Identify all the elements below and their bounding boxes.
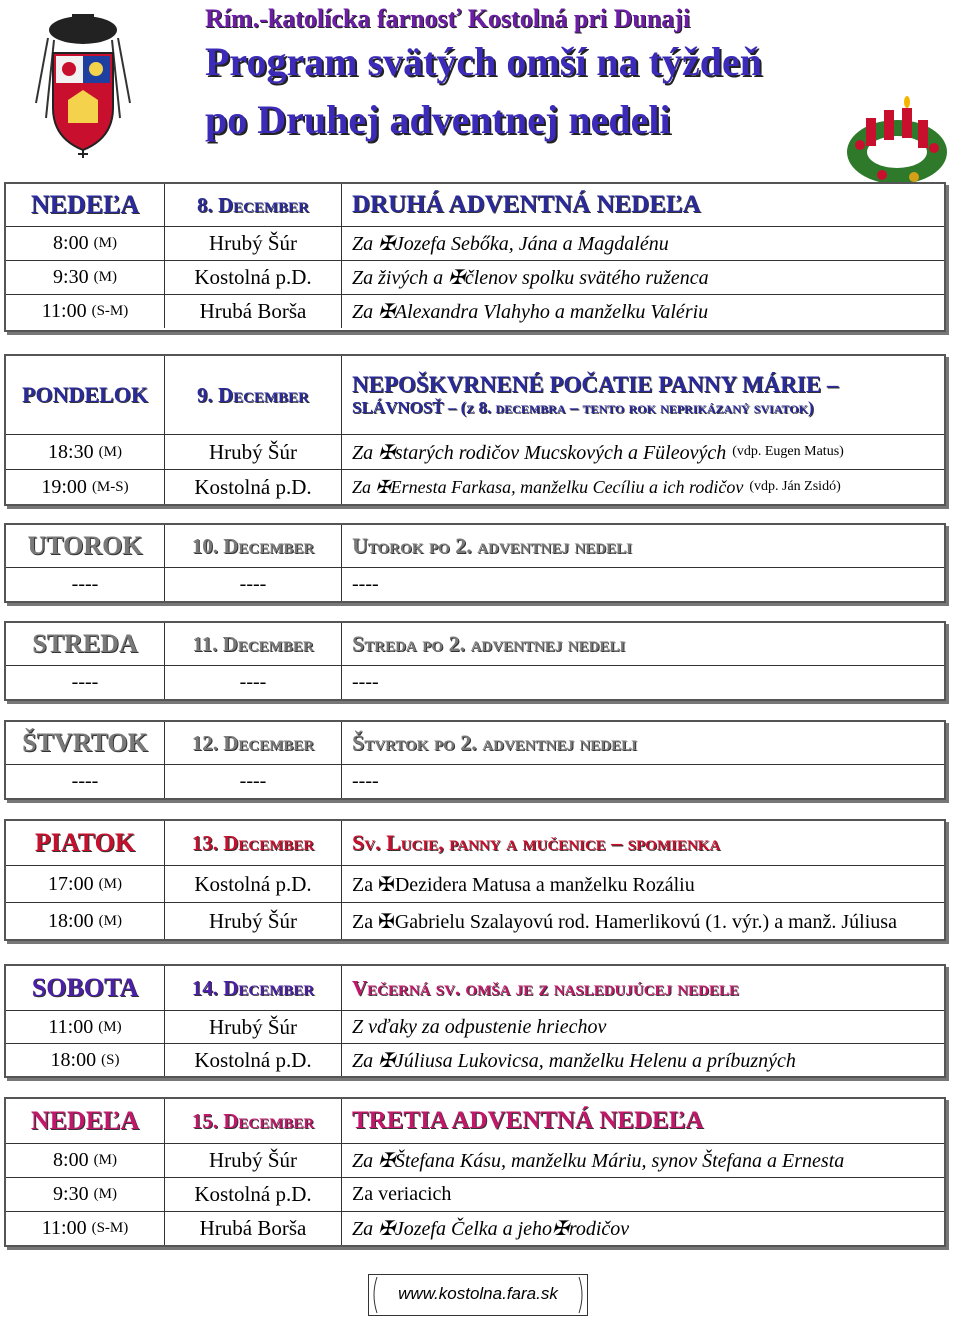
parish-crest-icon bbox=[28, 8, 138, 158]
feast-title: NEPOŠKVRNENÉ POČATIE PANNY MÁRIE – bbox=[352, 372, 839, 397]
day-block-sunday-15 bbox=[4, 1097, 946, 1247]
day-block-thursday bbox=[4, 720, 946, 800]
mass-time: 18:30 bbox=[48, 440, 94, 463]
feast-title: Štvrtok po 2. adventnej nedeli bbox=[352, 730, 637, 755]
website-scroll bbox=[368, 1274, 588, 1316]
feast-title: TRETIA ADVENTNÁ NEDEĽA bbox=[352, 1107, 704, 1134]
day-name: STREDA bbox=[32, 629, 138, 658]
mass-code: (M) bbox=[98, 443, 122, 460]
mass-place: Kostolná p.D. bbox=[194, 1047, 312, 1072]
day-block-friday bbox=[4, 819, 946, 941]
mass-place: Kostolná p.D. bbox=[194, 474, 312, 499]
mass-code: (M) bbox=[93, 235, 117, 251]
mass-place: Kostolná p.D. bbox=[194, 265, 312, 289]
mass-place: Hrubý Šúr bbox=[208, 1148, 298, 1172]
day-date: 14. December bbox=[191, 975, 315, 1000]
mass-intention: ---- bbox=[352, 770, 379, 792]
mass-place: Hrubý Šúr bbox=[208, 908, 298, 933]
mass-intention: Za ✠Jozefa Čelka a jeho✠rodičov bbox=[352, 1218, 630, 1240]
mass-intention: Za ✠Štefana Kásu, manželku Máriu, synov Štefana a Ernesta bbox=[352, 1150, 845, 1172]
mass-time: ---- bbox=[71, 573, 99, 595]
celebrant-note: (vdp. Ján Zsidó) bbox=[749, 479, 841, 494]
mass-code: (S-M) bbox=[91, 1220, 129, 1236]
parish-title: Rím.-katolícka farnosť Kostolná pri Dunaji bbox=[205, 4, 691, 33]
feast-title: DRUHÁ ADVENTNÁ NEDEĽA bbox=[352, 191, 701, 218]
day-date: 9. December bbox=[196, 382, 309, 407]
mass-intention: ---- bbox=[352, 671, 379, 693]
mass-time: 9:30 bbox=[53, 1183, 89, 1205]
day-block-monday bbox=[4, 354, 946, 506]
feast-title: Streda po 2. adventnej nedeli bbox=[352, 631, 626, 656]
mass-code: (M) bbox=[98, 875, 122, 892]
mass-time: 8:00 bbox=[53, 1149, 89, 1171]
mass-place: Hrubá Borša bbox=[199, 299, 307, 323]
mass-intention: ---- bbox=[352, 573, 379, 595]
mass-code: (M) bbox=[93, 269, 117, 285]
mass-intention: Za ✠Jozefa Sebőka, Jána a Magdalénu bbox=[352, 233, 669, 255]
page-subtitle: po Druhej adventnej nedeli bbox=[205, 97, 671, 142]
day-date: 10. December bbox=[191, 533, 315, 558]
day-block-saturday bbox=[4, 964, 946, 1078]
mass-intention: Za ✠Júliusa Lukovicsa, manželku Helenu a príbuzných bbox=[352, 1049, 796, 1072]
day-name: NEDEĽA bbox=[30, 190, 140, 219]
day-name: PONDELOK bbox=[22, 382, 148, 407]
feast-title: Utorok po 2. adventnej nedeli bbox=[352, 533, 632, 558]
mass-code: (M) bbox=[98, 1018, 122, 1035]
mass-time: 19:00 bbox=[41, 475, 87, 498]
mass-code: (M-S) bbox=[91, 478, 129, 495]
mass-time: ---- bbox=[71, 770, 99, 792]
mass-time: ---- bbox=[71, 671, 99, 693]
mass-time: 11:00 bbox=[41, 300, 87, 322]
mass-code: (M) bbox=[93, 1186, 117, 1202]
mass-place: Hrubý Šúr bbox=[208, 1014, 298, 1039]
page-title: Program svätých omší na týždeň bbox=[205, 39, 762, 84]
mass-code: (M) bbox=[93, 1152, 117, 1168]
mass-time: 11:00 bbox=[48, 1015, 94, 1038]
mass-place: Hrubý Šúr bbox=[208, 231, 298, 255]
mass-time: 8:00 bbox=[53, 232, 89, 254]
day-date: 13. December bbox=[191, 830, 315, 855]
day-date: 15. December bbox=[191, 1108, 315, 1133]
advent-wreath-icon bbox=[842, 90, 952, 190]
day-date: 11. December bbox=[192, 631, 314, 656]
mass-time: 17:00 bbox=[48, 872, 94, 895]
day-name: PIATOK bbox=[34, 828, 136, 857]
feast-title: Večerná sv. omša je z nasledujúcej nedele bbox=[352, 975, 739, 1000]
mass-code: (M) bbox=[98, 912, 122, 929]
mass-intention: Za ✠Alexandra Vlahyho a manželku Valériu bbox=[352, 301, 709, 323]
feast-title: Sv. Lucie, panny a mučenice – spomienka bbox=[352, 830, 721, 855]
mass-intention: Za ✠Ernesta Farkasa, manželku Cecíliu a ich rodičov bbox=[352, 476, 744, 497]
mass-intention: Za veriacich bbox=[352, 1183, 452, 1205]
mass-intention: Za ✠Dezidera Matusa a manželku Rozáliu bbox=[352, 873, 695, 896]
mass-intention: Z vďaky za odpustenie hriechov bbox=[352, 1015, 607, 1038]
mass-code: (S) bbox=[101, 1051, 120, 1068]
mass-intention: Za ✠starých rodičov Mucskových a Füleových bbox=[352, 441, 727, 464]
feast-subtitle: SLÁVNOSŤ – (z 8. decembra – tento rok neprikázaný sviatok) bbox=[352, 398, 814, 417]
mass-place: Kostolná p.D. bbox=[194, 871, 312, 896]
mass-place: Kostolná p.D. bbox=[194, 1182, 312, 1206]
mass-intention: Za živých a ✠členov spolku svätého ruženca bbox=[352, 267, 709, 289]
day-block-wednesday bbox=[4, 621, 946, 701]
mass-place: Hrubá Borša bbox=[199, 1216, 307, 1240]
day-name: UTOROK bbox=[27, 531, 143, 560]
day-name: ŠTVRTOK bbox=[22, 728, 148, 757]
day-name: NEDEĽA bbox=[30, 1106, 140, 1135]
mass-place: ---- bbox=[239, 671, 267, 693]
mass-place: ---- bbox=[239, 573, 267, 595]
mass-code: (S-M) bbox=[91, 303, 129, 319]
mass-time: 11:00 bbox=[41, 1217, 87, 1239]
mass-place: ---- bbox=[239, 770, 267, 792]
mass-place: Hrubý Šúr bbox=[208, 439, 298, 464]
day-block-sunday-8 bbox=[4, 182, 946, 332]
day-block-tuesday bbox=[4, 523, 946, 603]
mass-time: 18:00 bbox=[50, 1048, 97, 1071]
day-name: SOBOTA bbox=[31, 973, 139, 1002]
celebrant-note: (vdp. Eugen Matus) bbox=[732, 444, 844, 459]
website-link[interactable]: www.kostolna.fara.sk bbox=[398, 1284, 558, 1303]
page-header bbox=[0, 0, 960, 180]
mass-time: 18:00 bbox=[48, 909, 94, 932]
mass-intention: Za ✠Gabrielu Szalayovú rod. Hamerlikovú (1. výr.) a manž. Júliusa bbox=[352, 910, 897, 933]
day-date: 12. December bbox=[191, 730, 315, 755]
mass-time: 9:30 bbox=[53, 266, 89, 288]
day-date: 8. December bbox=[196, 192, 309, 217]
